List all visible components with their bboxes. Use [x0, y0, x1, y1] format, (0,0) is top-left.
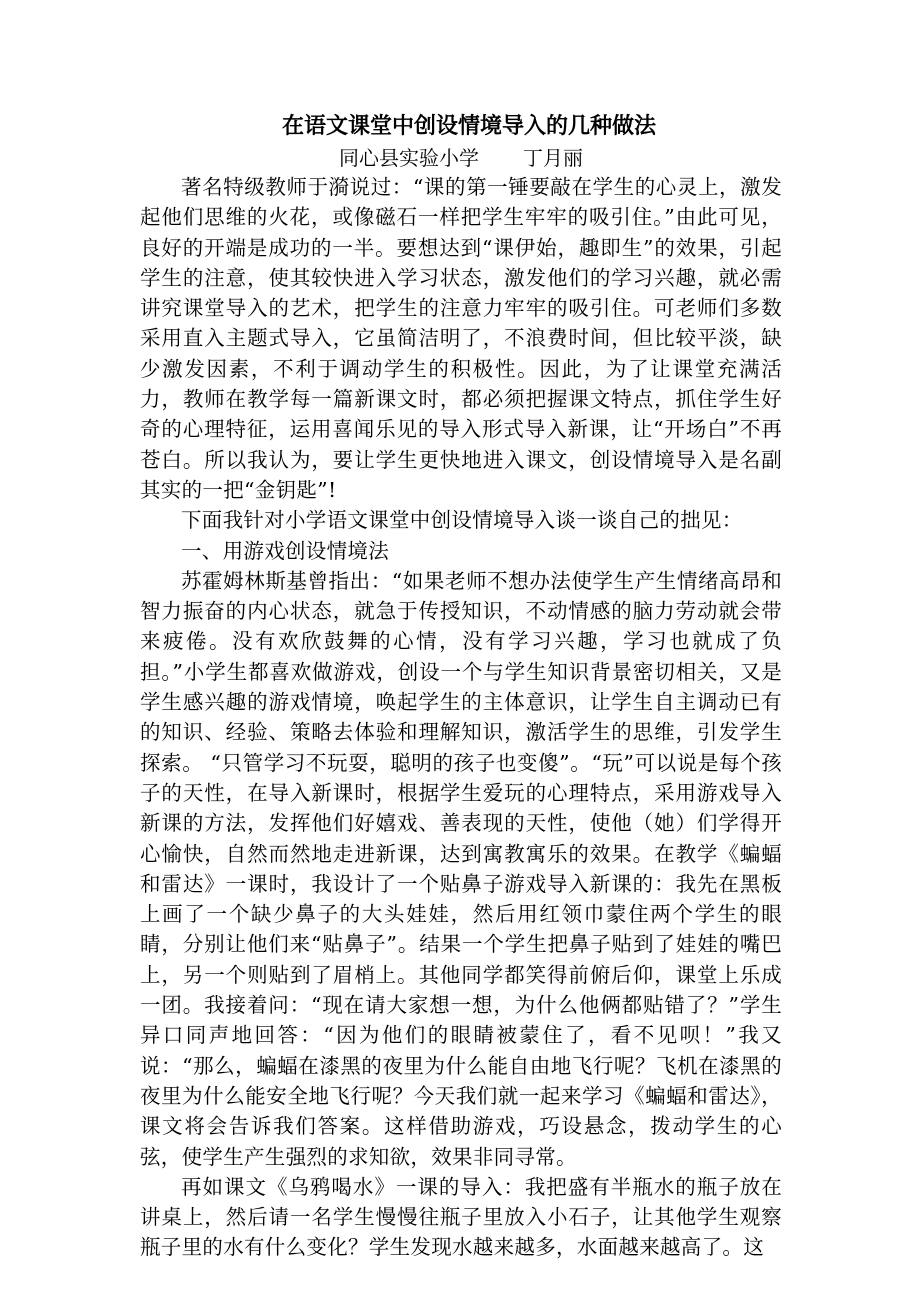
document-title: 在语文课堂中创设情境导入的几种做法	[281, 113, 656, 139]
document-page	[140, 108, 782, 1263]
paragraph-lead: 下面我针对小学语文课堂中创设情境导入谈一谈自己的拙见：	[181, 508, 743, 533]
paragraph-crow-example: 再如课文《乌鸦喝水》一课的导入：我把盛有半瓶水的瓶子放在讲桌上，然后请一名学生慢慢往瓶子里放入小石子，让其他学生观察瓶子里的水有什么变化？学生发现水越来越多，水面越来越高了。这	[140, 1174, 782, 1260]
paragraph-game-method: 苏霍姆林斯基曾指出：“如果老师不想办法使学生产生情绪高昂和智力振奋的内心状态，就急于传授知识，不动情感的脑力劳动就会带来疲倦。没有欢欣鼓舞的心情，没有学习兴趣，学习也就成了负担。”小学生都喜欢做游戏，创设一个与学生知识背景密切相关，又是学生感兴趣的游戏情境，唤起学生的主体意识，让学生自主调动已有的知识、经验、策略去体验和理解知识，激活学生的思维，引发学生探索。 “只管学习不玩耍，聪明的孩子也变傻”。“玩”可以说是每个孩子的天性，在导入新课时，根据学生爱玩的心理特点，采用游戏导入新课的方法，发挥他们好嬉戏、善表现的天性，使他（她）们学得开心愉快，自然而然地走进新课，达到寓教寓乐的效果。在教学《蝙蝠和雷达》一课时，我设计了一个贴鼻子游戏导入新课的：我先在黑板上画了一个缺少鼻子的大头娃娃，然后用红领巾蒙住两个学生的眼睛，分别让他们来“贴鼻子”。结果一个学生把鼻子贴到了娃娃的嘴巴上，另一个则贴到了眉梢上。其他同学都笑得前俯后仰，课堂上乐成一团。我接着问：“现在请大家想一想，为什么他俩都贴错了？”学生异口同声地回答：“因为他们的眼睛被蒙住了，看不见呗！”我又说：“那么，蝙蝠在漆黑的夜里为什么能自由地飞行呢？飞机在漆黑的夜里为什么能安全地飞行呢？今天我们就一起来学习《蝙蝠和雷达》，课文将会告诉我们答案。这样借助游戏，巧设悬念，拨动学生的心弦，使学生产生强烈的求知欲，效果非同寻常。	[140, 568, 782, 1169]
paragraph-intro: 著名特级教师于漪说过：“课的第一锤要敲在学生的心灵上，激发起他们思维的火花，或像磁石一样把学生牢牢的吸引住。”由此可见，良好的开端是成功的一半。要想达到“课伊始，趣即生”的效果，引起学生的注意，使其较快进入学习状态，激发他们的学习兴趣，就必需讲究课堂导入的艺术，把学生的注意力牢牢的吸引住。可老师们多数采用直入主题式导入，它虽简洁明了，不浪费时间，但比较平淡，缺少激发因素，不利于调动学生的积极性。因此，为了让课堂充满活力，教师在教学每一篇新课文时，都必须把握课文特点，抓住学生好奇的心理特征，运用喜闻乐见的导入形式导入新课，让“开场白”不再苍白。所以我认为，要让学生更快地进入课文，创设情境导入是名副其实的一把“金钥匙”!	[140, 175, 782, 502]
author-line	[140, 144, 782, 172]
author-school: 同心县实验小学	[339, 146, 479, 170]
section-heading: 一、用游戏创设情境法	[181, 538, 389, 563]
author-name: 丁月丽	[523, 146, 583, 170]
